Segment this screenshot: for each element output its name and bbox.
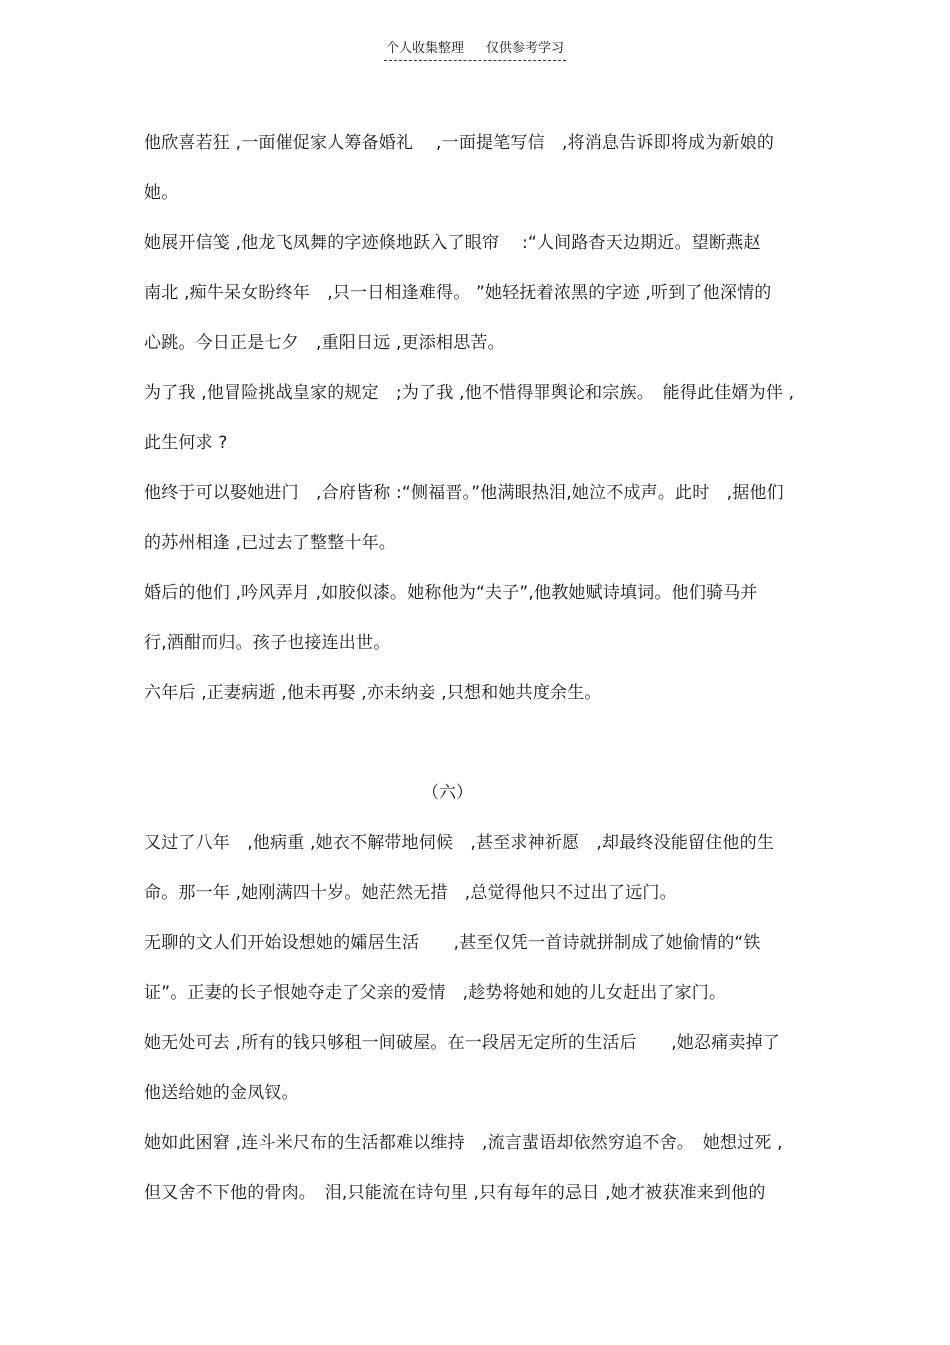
text-line: 婚后的他们 ,吟风弄月 ,如胶似漆。她称他为“夫子”,他教她赋诗填词。他们骑马并 (144, 583, 758, 603)
header-right-text: 仅供参考学习 (486, 41, 565, 56)
text-line: 她无处可去 ,所有的钱只够租一间破屋。在一段居无定所的生活后 ,她忍痛卖掉了 (144, 1033, 781, 1053)
text-line: 但又舍不下他的骨肉。 泪,只能流在诗句里 ,只有每年的忌日 ,她才被获准来到他的 (144, 1183, 766, 1203)
text-line: 六年后 ,正妻病逝 ,他未再娶 ,亦未纳妾 ,只想和她共度余生。 (144, 683, 602, 703)
text-line: 心跳。今日正是七夕 ,重阳日远 ,更添相思苦。 (144, 333, 505, 353)
text-line: 的苏州相逢 ,已过去了整整十年。 (144, 533, 397, 553)
text-line: 此生何求 ? (144, 433, 228, 453)
section-title: （六） (422, 783, 473, 803)
text-line: 南北 ,痴牛呆女盼终年 ,只一日相逢难得。 ”她轻抚着浓黑的字迹 ,听到了他深情的 (144, 283, 772, 303)
header-underline (384, 40, 566, 61)
text-line: 她展开信笺 ,他龙飞凤舞的字迹倏地跃入了眼帘 :“人间路杳天边期近。望断燕赵 (144, 233, 761, 253)
text-line: 她如此困窘 ,连斗米尺布的生活都难以维持 ,流言蜚语却依然穷追不舍。 她想过死 , (144, 1133, 783, 1153)
text-line: 无聊的文人们开始设想她的孀居生活 ,甚至仅凭一首诗就拼制成了她偷情的“铁 (144, 933, 761, 953)
text-line: 为了我 ,他冒险挑战皇家的规定 ;为了我 ,他不惜得罪舆论和宗族。 能得此佳婿为伴 , (144, 383, 795, 403)
text-line: 她。 (144, 183, 179, 203)
header-left-text: 个人收集整理 (385, 41, 464, 56)
page-header (0, 40, 950, 62)
text-line: 又过了八年 ,他病重 ,她衣不解带地伺候 ,甚至求神祈愿 ,却最终没能留住他的生 (144, 833, 775, 853)
text-line: 证”。正妻的长子恨她夺走了父亲的爱情 ,趁势将她和她的儿女赶出了家门。 (144, 983, 727, 1003)
text-line: 命。那一年 ,她刚满四十岁。她茫然无措 ,总觉得他只不过出了远门。 (144, 883, 677, 903)
text-line: 他欣喜若狂 ,一面催促家人筹备婚礼 ,一面提笔写信 ,将消息告诉即将成为新娘的 (144, 133, 775, 153)
text-line: 他终于可以娶她进门 ,合府皆称 :“侧福晋。”他满眼热泪,她泣不成声。此时 ,据他们 (144, 483, 784, 503)
text-line: 行,酒酣而归。孩子也接连出世。 (144, 633, 391, 653)
text-line: 他送给她的金凤钗。 (144, 1083, 299, 1103)
